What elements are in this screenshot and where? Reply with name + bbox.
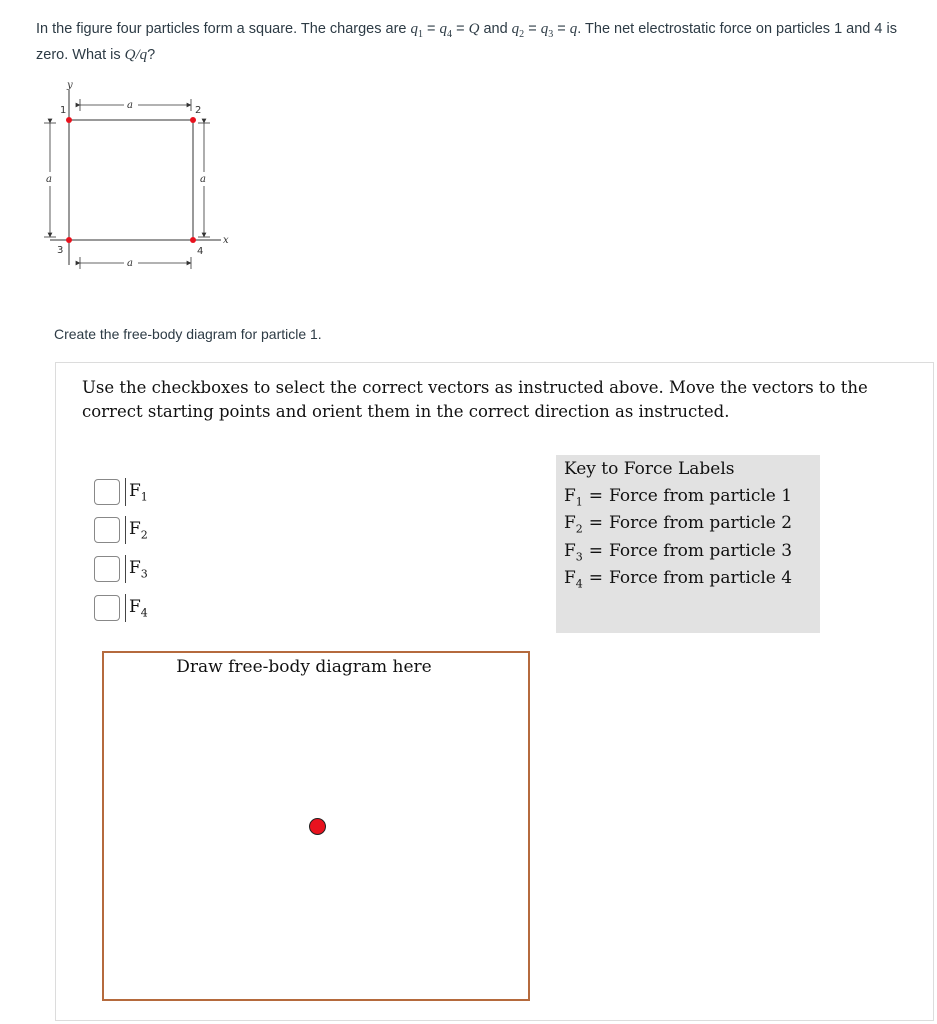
checkbox-f2-label: $F_2$ [125, 516, 151, 544]
x-axis-label: x [223, 235, 229, 246]
key-line-f4: $F_4$ = Force from particle 4 [564, 568, 793, 591]
key-title: Key to Force Labels [564, 459, 735, 479]
checkbox-f1-label: $F_1$ [125, 478, 151, 506]
q2-symbol: $q_2$ [511, 21, 525, 40]
key-line-f3: $F_3$ = Force from particle 3 [564, 541, 793, 564]
question-intro: In the figure four particles form a square. The charges are [36, 21, 411, 37]
y-axis-label: y [67, 80, 73, 91]
Q-symbol: Q [468, 21, 480, 37]
checkbox-row-f1[interactable] [94, 477, 151, 507]
particle-4 [190, 237, 196, 243]
checkbox-f4[interactable] [94, 595, 120, 621]
particle-1-dot [309, 818, 326, 835]
bottom-dim-label: a [127, 258, 133, 269]
particle-1 [66, 117, 72, 123]
left-dim-label: a [46, 174, 52, 185]
particle-3 [66, 237, 72, 243]
q3-symbol: $q_3$ [540, 21, 554, 40]
q4-symbol: $q_4$ [439, 21, 453, 40]
key-line-f1: $F_1$ = Force from particle 1 [564, 486, 793, 509]
checkbox-f1[interactable] [94, 479, 120, 505]
force-key-box [556, 455, 820, 633]
checkbox-f4-label: $F_4$ [125, 594, 151, 622]
particle-1-label: 1 [60, 105, 67, 116]
square-figure [36, 78, 256, 278]
key-line-f2: $F_2$ = Force from particle 2 [564, 513, 793, 536]
panel-instructions: Use the checkboxes to select the correct vectors as instructed above. Move the vectors to the correct starting points and orient them in the correct direction as instructed. [82, 378, 868, 421]
ratio-symbol: Q/q [124, 47, 148, 63]
top-dim-label: a [127, 100, 133, 111]
particle-3-label: 3 [57, 245, 64, 256]
particle-4-label: 4 [197, 246, 204, 257]
checkbox-row-f3[interactable] [94, 554, 151, 584]
checkbox-f3-label: $F_3$ [125, 555, 151, 583]
particle-2 [190, 117, 196, 123]
checkbox-f2[interactable] [94, 517, 120, 543]
checkbox-row-f4[interactable] [94, 593, 151, 623]
particle-2-label: 2 [195, 105, 202, 116]
instruction-text: Create the free-body diagram for particle 1. [54, 326, 322, 342]
question-text: In the figure four particles form a square. The charges are $q_1 = q_4 = Q$ and $q_2 = q_3 = q$. The net electrostatic force on particles 1 and 4 is zero. What is Q/q? [36, 21, 897, 63]
free-body-drawing-area[interactable] [102, 651, 530, 1001]
checkbox-row-f2[interactable] [94, 515, 151, 545]
checkbox-f3[interactable] [94, 556, 120, 582]
right-dim-label: a [200, 174, 206, 185]
drawing-area-title: Draw free-body diagram here [176, 657, 432, 677]
q1-symbol: $q_1$ [410, 21, 424, 40]
q-symbol: q [569, 21, 578, 37]
